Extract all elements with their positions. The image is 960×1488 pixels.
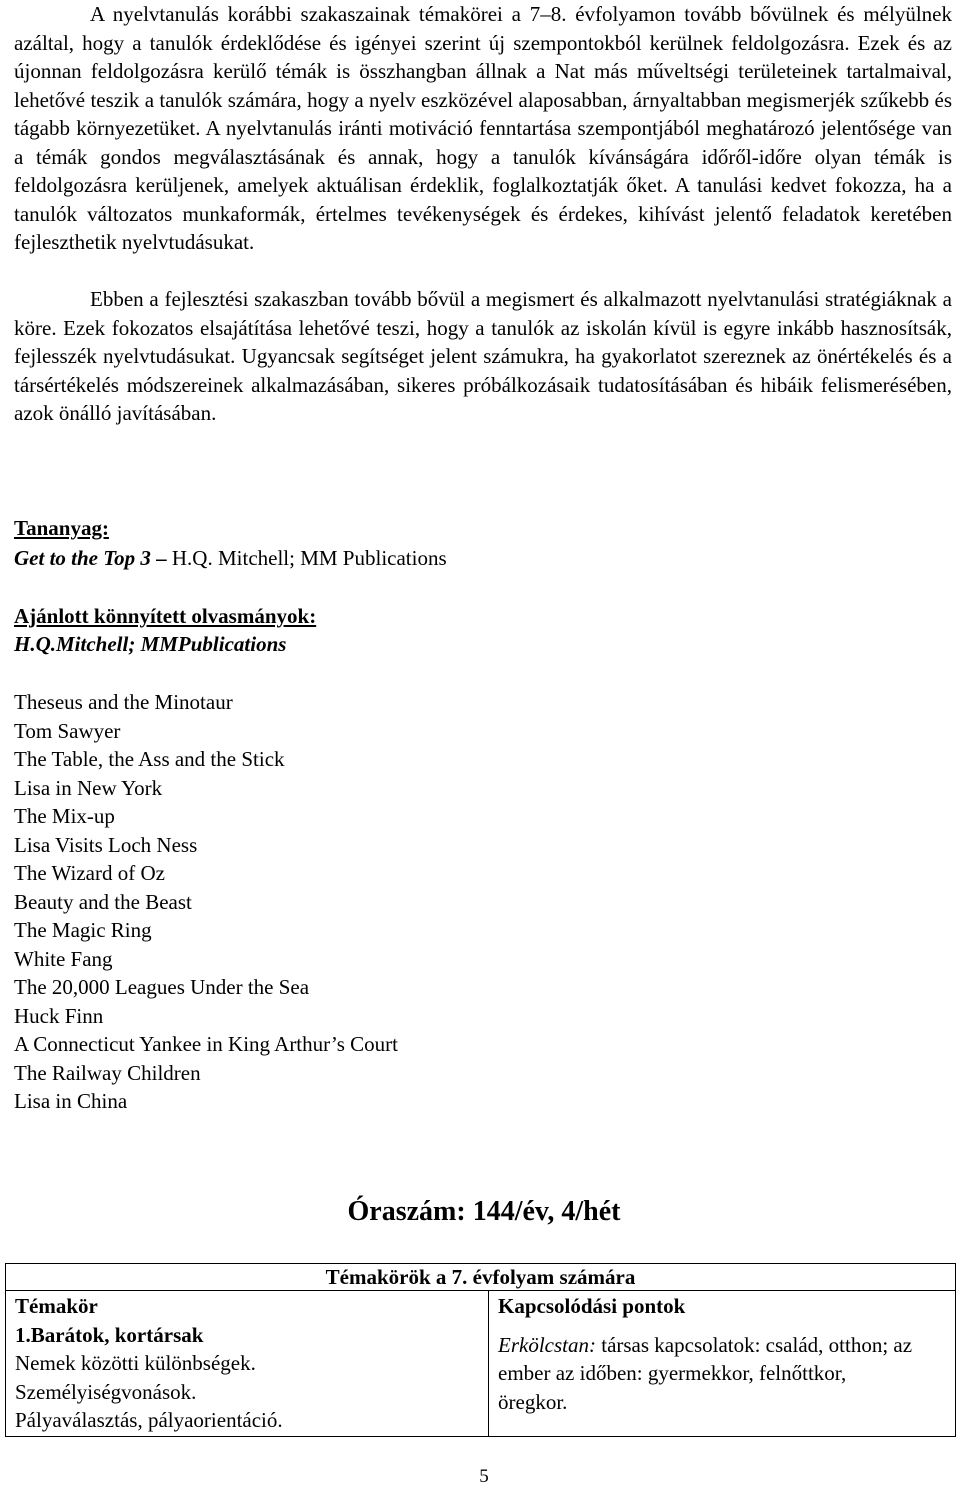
column-header-topic: Témakör (15, 1294, 98, 1318)
readings-author: H.Q.Mitchell; MMPublications (14, 632, 287, 656)
topic-column (6, 1291, 489, 1437)
topic-line: Személyiségvonások. (15, 1379, 197, 1404)
reading-list (14, 688, 398, 1116)
reading-list-item: Lisa in New York (14, 775, 163, 800)
intro-paragraph-text: A nyelvtanulás korábbi szakaszainak témakörei a 7–8. évfolyamon tovább bővülnek és mélyülnek azáltal, hogy a tanulók érdeklődése és igényei szerint új szempontokból kerülnek feldolgozásra. Ezek és az újonnan feldolgozásra kerülő témák is összhangban állnak a Nat más műveltségi területeinek tartalmaival, lehetővé teszik a tanulók számára, hogy a nyelv eszközével alaposabban, árnyaltabban megismerjék szűkebb és tágabb környezetüket. A nyelvtanulás iránti motiváció fenntartása szempontjából meghatározó jelentősége van a témák gondos megválasztásának és annak, hogy a tanulók kívánságára időről-időre olyan témák is feldolgozásra kerüljenek, amelyek aktuálisan érdeklik, foglalkoztatják őket. A tanulási kedvet fokozza, ha a tanulók változatos munkaformák, értelmes tevékenységek és érdekes, kihívást jelentő feladatok keretében fejleszthetik nyelvtudásukat. (14, 2, 952, 254)
reading-list-item: Lisa Visits Loch Ness (14, 832, 198, 857)
intro-paragraph (14, 0, 952, 257)
reading-list-item: The Magic Ring (14, 918, 152, 942)
reading-list-item: The Mix-up (14, 804, 115, 828)
table-title: Témakörök a 7. évfolyam számára (6, 1264, 956, 1291)
reading-list-item: The Wizard of Oz (14, 861, 165, 885)
strategy-paragraph-text: Ebben a fejlesztési szakaszban tovább bővül a megismert és alkalmazott nyelvtanulási stratégiáknak a köre. Ezek fokozatos elsajátítása lehetővé teszi, hogy a tanulók az iskolán kívül is egyre inkább hasznosítsák, fejlesszék nyelvtudásukat. Ugyancsak segítséget jelent számukra, ha gyakorlatot szereznek az önértékelés és a társértékelés módszereinek alkalmazásában, sikeres próbálkozásaik tudatosításában és hibáik felismerésében, azok önálló javításában. (14, 287, 952, 425)
links-text (498, 1321, 955, 1416)
textbook-line (14, 546, 447, 571)
links-column (489, 1291, 956, 1437)
reading-list-item: Tom Sawyer (14, 718, 121, 743)
hours-heading: Óraszám: 144/év, 4/hét (347, 1196, 621, 1227)
readings-heading: Ajánlott könnyített olvasmányok: (14, 604, 317, 628)
topics-table (5, 1263, 956, 1437)
textbook-dash: – (156, 546, 167, 570)
reading-list-item: The Railway Children (14, 1060, 201, 1085)
tananyag-heading: Tananyag: (14, 516, 109, 540)
reading-list-item: Beauty and the Beast (14, 889, 192, 914)
links-description: társas kapcsolatok: család, otthon; az ember az időben: gyermekkor, felnőttkor, öregkor. (498, 1333, 913, 1414)
reading-list-item: The 20,000 Leagues Under the Sea (14, 975, 310, 999)
reading-list-item: Huck Finn (14, 1003, 104, 1028)
page-number: 5 (479, 1466, 489, 1487)
reading-list-item: White Fang (14, 946, 113, 971)
reading-list-item: Theseus and the Minotaur (14, 690, 233, 714)
textbook-author: H.Q. Mitchell; MM Publications (171, 546, 447, 570)
reading-list-item: Lisa in China (14, 1089, 128, 1113)
links-subject: Erkölcstan: (498, 1333, 596, 1357)
textbook-title: Get to the Top 3 (14, 546, 151, 570)
strategy-paragraph (14, 285, 952, 428)
topic-line: Pályaválasztás, pályaorientáció. (15, 1407, 283, 1432)
column-header-links: Kapcsolódási pontok (498, 1294, 686, 1318)
topic-title: 1.Barátok, kortársak (15, 1323, 204, 1347)
reading-list-item: The Table, the Ass and the Stick (14, 747, 285, 771)
reading-list-item: A Connecticut Yankee in King Arthur’s Court (14, 1032, 399, 1056)
topic-line: Nemek közötti különbségek. (15, 1351, 256, 1376)
